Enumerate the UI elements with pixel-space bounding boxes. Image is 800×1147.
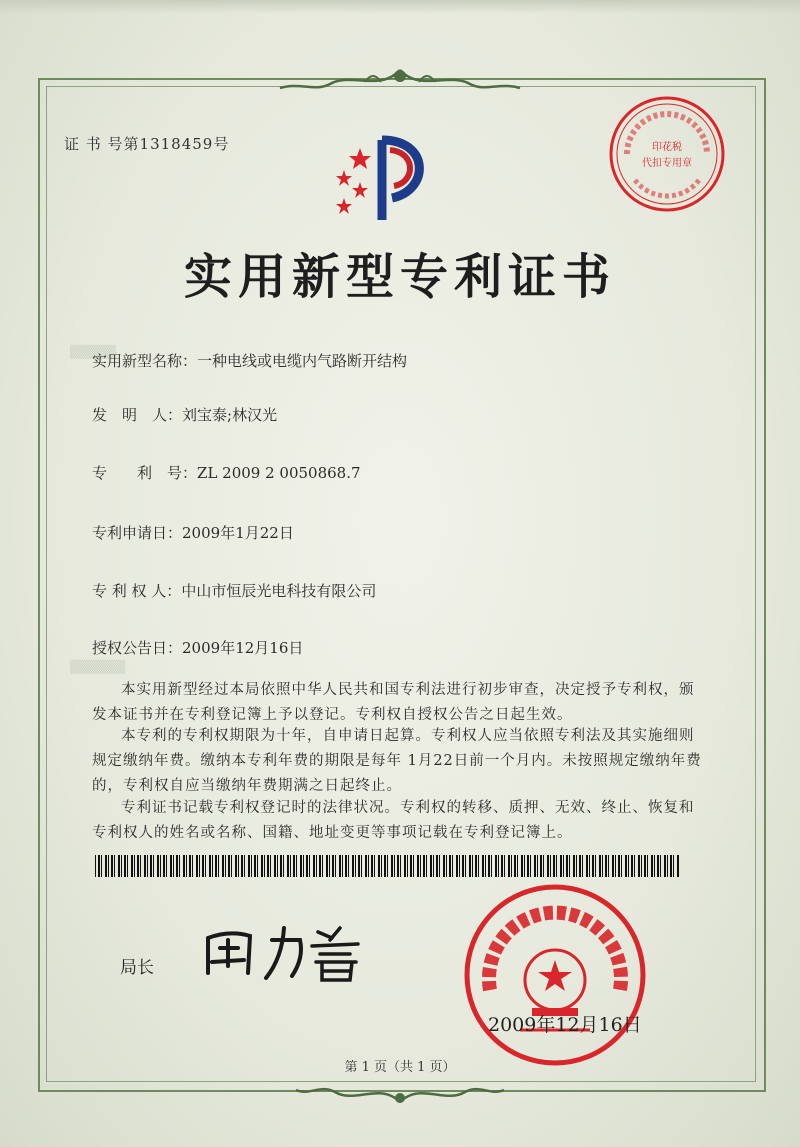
tax-stamp-seal: [605, 92, 729, 216]
paragraph-term-fees: 本专利的专利权期限为十年，自申请日起算。专利权人应当依照专利法及其实施细则规定缴纳年费。缴纳本专利年费的期限是每年 1月22日前一个月内。未按照规定缴纳年费的，专利权自应当缴纳年费期满之日起终止。: [92, 728, 702, 794]
top-ornament-icon: [270, 62, 530, 102]
page-indicator: 第 1 页（共 1 页）: [344, 1060, 456, 1075]
patent-office-logo-icon: [330, 128, 440, 228]
certificate-number: 证 书 号第1318459号: [64, 135, 230, 153]
paragraph-grant-statement: 本实用新型经过本局依照中华人民共和国专利法进行初步审查，决定授予专利权，颁发本证书并在专利登记簿上予以登记。专利权自授权公告之日起生效。: [92, 682, 695, 723]
field-application-date: [92, 522, 294, 543]
certificate-title: 实用新型专利证书: [183, 249, 616, 305]
field-label: 实用新型名称：: [92, 352, 198, 370]
issue-date: 2009年12月16日: [488, 1014, 642, 1036]
field-value: 2009年12月16日: [182, 639, 304, 657]
field-value: 一种电线或电缆内气路断开结构: [197, 352, 408, 370]
field-patentee: [92, 580, 376, 601]
field-value: 2009年1月22日: [182, 524, 294, 542]
field-value: ZL 2009 2 0050868.7: [197, 464, 361, 482]
field-label: 专利申请日：: [92, 524, 183, 542]
director-signature: [200, 918, 370, 988]
field-value: 刘宝泰;林汉光: [182, 406, 278, 424]
director-label: 局长: [120, 958, 154, 978]
field-label: 发 明 人：: [92, 406, 183, 424]
field-label: 授权公告日：: [92, 639, 183, 657]
paragraph-legal-status: 专利证书记载专利权登记时的法律状况。专利权的转移、质押、无效、终止、恢复和专利权人的姓名或名称、国籍、地址变更等事项记载在专利登记簿上。: [92, 800, 695, 841]
background-watermark: ▒▒▒▒▒▒: [70, 660, 126, 674]
background-watermark: ▒▒▒▒▒: [70, 345, 117, 359]
barcode: [95, 855, 680, 877]
field-label: 专 利 权 人：: [92, 582, 182, 600]
field-utility-model-name: [92, 350, 407, 371]
scan-edge: [0, 0, 800, 14]
field-label: 专 利 号：: [92, 464, 198, 482]
field-value: 中山市恒辰光电科技有限公司: [181, 582, 377, 600]
field-grant-announcement-date: [92, 637, 303, 658]
bottom-ornament-icon: [290, 1078, 510, 1114]
svg-text:代扣专用章: 代扣专用章: [642, 158, 692, 169]
field-inventor: [92, 404, 277, 425]
official-seal: [460, 880, 650, 1070]
field-patent-number: [92, 462, 361, 483]
svg-text:印花税: 印花税: [652, 142, 682, 153]
